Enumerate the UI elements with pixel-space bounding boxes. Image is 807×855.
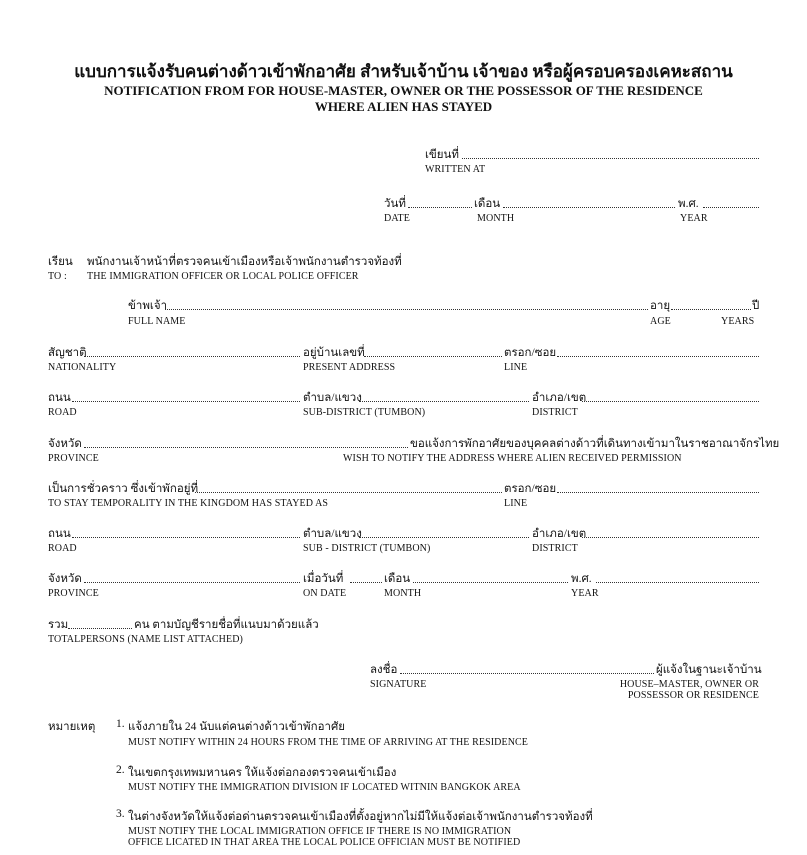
title-thai: แบบการแจ้งรับคนต่างด้าวเข้าพักอาศัย สำหรับเจ้าบ้าน เจ้าของ หรือผู้ครอบครองเคหะสถาน — [74, 62, 733, 81]
total-persons-field[interactable] — [68, 628, 132, 629]
province-field[interactable] — [84, 447, 408, 448]
sub-district2-label-en: SUB - DISTRICT (TUMBON) — [303, 543, 431, 554]
signature-role-en-line2: POSSESSOR OR RESIDENCE — [627, 690, 759, 701]
on-date-year-label-th: พ.ศ. — [571, 573, 592, 585]
written-at-field[interactable] — [462, 158, 759, 159]
age-label-th: อายุ — [650, 300, 671, 312]
wish-to-notify-th: ขอแจ้งการพักอาศัยของบุคคลต่างด้าวที่เดินทางเข้ามาในราชอาณาจักรไทย — [410, 438, 780, 450]
age-label-en: AGE — [650, 316, 671, 327]
district-field[interactable] — [582, 401, 759, 402]
date-day-label-en: DATE — [384, 213, 410, 224]
signature-role-th: ผู้แจ้งในฐานะเจ้าบ้าน — [656, 664, 762, 676]
date-month-field[interactable] — [503, 207, 675, 208]
notes-label: หมายเหตุ — [48, 721, 96, 733]
written-at-label-th: เขียนที่ — [425, 149, 459, 161]
stay-field[interactable] — [195, 492, 502, 493]
road-label-th: ถนน — [48, 392, 71, 404]
total-label-th: รวม — [48, 619, 69, 631]
note-1-number: 1. — [116, 718, 125, 730]
title-english-line2: WHERE ALIEN HAS STAYED — [314, 99, 493, 114]
district2-field[interactable] — [582, 537, 759, 538]
province-label-en: PROVINCE — [48, 453, 99, 464]
road-field[interactable] — [72, 401, 300, 402]
road2-label-th: ถนน — [48, 528, 71, 540]
present-address-field[interactable] — [364, 356, 502, 357]
note-3-thai: ในต่างจังหวัดให้แจ้งต่อด่านตรวจคนเข้าเมืองที่ตั้งอยู่หากไม่มีให้แจ้งต่อเจ้าพนักงานตำรวจท้องที่ — [128, 811, 593, 823]
sub-district-label-th: ตำบล/แขวง — [303, 392, 362, 404]
on-date-label-en: ON DATE — [303, 588, 347, 599]
district2-label-en: DISTRICT — [532, 543, 578, 554]
note-1-thai: แจ้งภายใน 24 นับแต่คนต่างด้าวเข้าพักอาศัย — [128, 721, 345, 733]
to-text-en: THE IMMIGRATION OFFICER OR LOCAL POLICE OFFICER — [87, 271, 359, 282]
road2-field[interactable] — [72, 537, 300, 538]
signature-label-en: SIGNATURE — [370, 679, 427, 690]
road-label-en: ROAD — [48, 407, 77, 418]
stay-label-en: TO STAY TEMPORALITY IN THE KINGDOM HAS STAYED AS — [48, 498, 329, 509]
on-date-month-field[interactable] — [413, 582, 568, 583]
present-address-label-th: อยู่บ้านเลขที่ — [303, 347, 365, 359]
note-1-english: MUST NOTIFY WITHIN 24 HOURS FROM THE TIME OF ARRIVING AT THE RESIDENCE — [128, 737, 528, 748]
line-field[interactable] — [557, 356, 759, 357]
nationality-field[interactable] — [84, 356, 300, 357]
signature-field[interactable] — [400, 673, 654, 674]
nationality-label-th: สัญชาติ — [48, 347, 87, 359]
sub-district2-label-th: ตำบล/แขวง — [303, 528, 362, 540]
stay-line-label-th: ตรอก/ซอย — [504, 483, 557, 495]
district2-label-th: อำเภอ/เขต — [532, 528, 587, 540]
date-year-label-en: YEAR — [680, 213, 708, 224]
line-label-th: ตรอก/ซอย — [504, 347, 557, 359]
stay-label-th: เป็นการชั่วคราว ซึ่งเข้าพักอยู่ที่ — [48, 483, 199, 495]
on-date-field[interactable] — [350, 582, 382, 583]
province-label-th: จังหวัด — [48, 438, 82, 450]
note-2-english: MUST NOTIFY THE IMMIGRATION DIVISION IF LOCATED WITNIN BANGKOK AREA — [128, 782, 521, 793]
present-address-label-en: PRESENT ADDRESS — [303, 362, 396, 373]
to-label-th: เรียน — [48, 256, 73, 268]
years-label-th: ปี — [752, 300, 760, 312]
signature-role-en-line1: HOUSE–MASTER, OWNER OR — [619, 679, 759, 690]
note-3-number: 3. — [116, 808, 125, 820]
on-date-label-th: เมื่อวันที่ — [303, 573, 344, 585]
note-2-number: 2. — [116, 764, 125, 776]
written-at-label-en: WRITTEN AT — [425, 164, 486, 175]
signature-label-th: ลงชื่อ — [370, 664, 398, 676]
nationality-label-en: NATIONALITY — [48, 362, 117, 373]
date-year-field[interactable] — [703, 207, 759, 208]
line-label-en: LINE — [504, 362, 528, 373]
road2-label-en: ROAD — [48, 543, 77, 554]
stay-line-label-en: LINE — [504, 498, 528, 509]
province2-label-th: จังหวัด — [48, 573, 82, 585]
total-suffix-th: คน ตามบัญชีรายชื่อที่แนบมาด้วยแล้ว — [134, 619, 319, 631]
province2-field[interactable] — [84, 582, 300, 583]
on-date-year-label-en: YEAR — [571, 588, 599, 599]
date-day-field[interactable] — [408, 207, 472, 208]
total-label-en: TOTALPERSONS (NAME LIST ATTACHED) — [48, 634, 243, 645]
full-name-label-en: FULL NAME — [128, 316, 186, 327]
date-year-label-th: พ.ศ. — [678, 198, 699, 210]
sub-district-field[interactable] — [359, 401, 529, 402]
note-2-thai: ในเขตกรุงเทพมหานคร ให้แจ้งต่อกองตรวจคนเข้าเมือง — [128, 767, 397, 779]
note-3-english-line2: OFFICE LICATED IN THAT AREA THE LOCAL POLICE OFFICIAN MUST BE NOTIFIED — [128, 837, 521, 848]
years-label-en: YEARS — [721, 316, 755, 327]
on-date-year-field[interactable] — [596, 582, 759, 583]
to-text-th: พนักงานเจ้าหน้าที่ตรวจคนเข้าเมืองหรือเจ้าพนักงานตำรวจท้องที่ — [87, 256, 402, 268]
stay-line-field[interactable] — [557, 492, 759, 493]
sub-district2-field[interactable] — [359, 537, 529, 538]
district-label-th: อำเภอ/เขต — [532, 392, 587, 404]
full-name-label-th: ข้าพเจ้า — [128, 300, 168, 312]
sub-district-label-en: SUB-DISTRICT (TUMBON) — [303, 407, 426, 418]
to-label-en: TO : — [48, 271, 67, 282]
date-day-label-th: วันที่ — [384, 198, 406, 210]
on-date-month-label-en: MONTH — [384, 588, 422, 599]
date-month-label-en: MONTH — [477, 213, 515, 224]
date-month-label-th: เดือน — [474, 198, 501, 210]
district-label-en: DISTRICT — [532, 407, 578, 418]
age-field[interactable] — [671, 309, 751, 310]
full-name-field[interactable] — [165, 309, 648, 310]
title-english-line1: NOTIFICATION FROM FOR HOUSE-MASTER, OWNER OR THE POSSESSOR OF THE RESIDENCE — [104, 83, 703, 98]
province2-label-en: PROVINCE — [48, 588, 99, 599]
wish-to-notify-en: WISH TO NOTIFY THE ADDRESS WHERE ALIEN RECEIVED PERMISSION — [343, 453, 682, 464]
note-3-english-line1: MUST NOTIFY THE LOCAL IMMIGRATION OFFICE IF THERE IS NO IMMIGRATION — [128, 826, 512, 837]
on-date-month-label-th: เดือน — [384, 573, 411, 585]
